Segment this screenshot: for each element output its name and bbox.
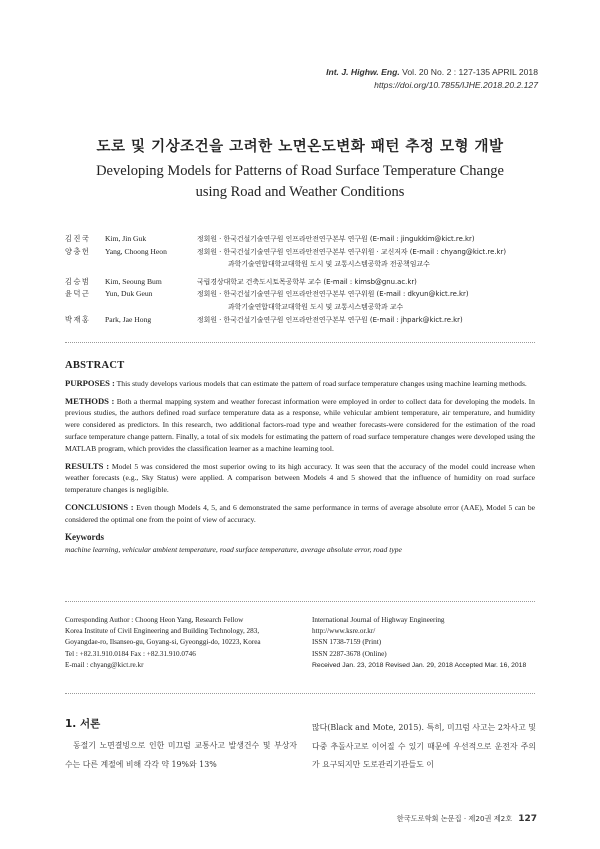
issn-print: ISSN 1738-7159 (Print): [312, 638, 382, 647]
abstract-methods: [65, 396, 535, 455]
author-row: [65, 314, 545, 327]
author-affiliation-2: 과학기술연합대학교대학원 도시 및 교통시스템공학과 전공책임교수: [228, 260, 430, 269]
author-list: [65, 233, 545, 326]
author-name-en: Park, Jae Hong: [105, 314, 152, 324]
correspondence-line: Korea Institute of Civil Engineering and Building Technology, 283,: [65, 627, 260, 636]
abstract-results: [65, 461, 535, 496]
section-heading-introduction: 1. 서론: [65, 718, 101, 730]
page-number: 127: [518, 814, 537, 824]
author-name-ko: 박재홍: [65, 314, 91, 324]
journal-url[interactable]: http://www.ksre.or.kr/: [312, 627, 376, 636]
author-affiliation: 국립경상대학교 건축도시토목공학부 교수 (E-mail : kimsb@gnu.ac.kr): [197, 277, 417, 286]
methods-label: METHODS :: [65, 395, 115, 406]
author-row: [65, 288, 545, 301]
divider: [65, 693, 535, 694]
conclusions-label: CONCLUSIONS :: [65, 501, 134, 512]
author-name-ko: 양충헌: [65, 246, 91, 256]
submission-history: Received Jan. 23, 2018 Revised Jan. 29, 2018 Accepted Mar. 16, 2018: [312, 661, 527, 669]
title-english: [0, 161, 600, 203]
author-affiliation: 정회원 · 한국건설기술연구원 인프라안전연구본부 연구원 (E-mail : jhpark@kict.re.kr): [197, 315, 463, 324]
abstract-heading: ABSTRACT: [65, 360, 125, 371]
correspondence-line: Goyangdae-ro, Ilsanseo-gu, Goyang-si, Gyeonggi-do, 10223, Korea: [65, 638, 261, 647]
keywords-heading: Keywords: [65, 531, 104, 542]
correspondence-block: [65, 615, 305, 671]
author-row: [65, 233, 545, 246]
doi-link[interactable]: https://doi.org/10.7855/IJHE.2018.20.2.127: [374, 80, 538, 90]
author-name-ko: 김승범: [65, 276, 91, 286]
title-english-line-2: using Road and Weather Conditions: [195, 184, 405, 200]
purposes-text: This study develops various models that can estimate the pattern of road surface temperature changes using machine learning methods.: [114, 378, 527, 388]
journal-abbreviation: Int. J. Highw. Eng.: [326, 67, 400, 77]
author-affiliation: 정회원 · 한국건설기술연구원 인프라안전연구본부 연구원 (E-mail : jingukkim@kict.re.kr): [197, 235, 475, 243]
author-row-continued: [65, 301, 545, 314]
author-name-en: Yang, Choong Heon: [105, 246, 167, 256]
title-korean: 도로 및 기상조건을 고려한 노면온도변화 패턴 추정 모형 개발: [96, 139, 504, 155]
keywords-text: machine learning, vehicular ambient temperature, road surface temperature, average absolute error, road type: [65, 545, 402, 555]
divider: [65, 601, 535, 602]
results-text: Model 5 was considered the most superior owing to its high accuracy. It was seen that the accuracy of the model could increase when weather forecasts (e.g., Sky Status) were applied. A comparison between Models 4 and 5 showed that the influence of humidity on road surface temperature changes is negligible.: [65, 461, 535, 495]
author-name-ko: 윤덕근: [65, 289, 91, 299]
footer-journal: 한국도로학회 논문집 · 제20권 제2호: [396, 814, 513, 823]
author-name-en: Kim, Jin Guk: [105, 234, 147, 243]
title-english-line-1: Developing Models for Patterns of Road Surface Temperature Change: [96, 163, 504, 179]
conclusions-text: Even though Models 4, 5, and 6 demonstrated the same performance in terms of average absolute error (AAE), Model 5 can be considered the optimal one from the point of view of accuracy.: [65, 502, 536, 524]
author-name-en: Yun, Duk Geun: [105, 289, 153, 299]
results-label: RESULTS :: [65, 460, 110, 471]
author-row: [65, 276, 545, 289]
author-affiliation: 정회원 · 한국건설기술연구원 인프라안전연구본부 연구위원 · 교신저자 (E-mail : chyang@kict.re.kr): [197, 247, 507, 256]
journal-header: [326, 66, 538, 92]
intro-left-column: 동절기 노면결빙으로 인한 미끄럼 교통사고 발생건수 및 부상자 수는 다른 계절에 비해 각각 약 19%와 13%: [65, 741, 297, 769]
abstract-section: [65, 360, 535, 556]
author-name-ko: 김진국: [65, 234, 91, 243]
author-affiliation-2: 과학기술연합대학교대학원 도시 및 교통시스템공학과 교수: [228, 302, 404, 311]
author-name-en: Kim, Seoung Bum: [105, 276, 162, 286]
journal-info-block: [312, 615, 537, 671]
abstract-conclusions: [65, 502, 535, 526]
intro-right-column: 많다(Black and Mote, 2015). 특히, 미끄럼 사고는 2차사고 및 다중 추돌사고로 이어질 수 있기 때문에 우선적으로 운전자 주의가 요구되지만 도로관리기관들도 이: [312, 723, 536, 769]
journal-name: International Journal of Highway Engineering: [312, 616, 445, 624]
correspondence-email: E-mail : chyang@kict.re.kr: [65, 660, 144, 669]
author-affiliation: 정회원 · 한국건설기술연구원 인프라안전연구본부 연구위원 (E-mail : dkyun@kict.re.kr): [197, 290, 469, 299]
issn-online: ISSN 2287-3678 (Online): [312, 649, 387, 658]
author-row-continued: [65, 258, 545, 271]
divider: [65, 342, 535, 343]
volume-info: Vol. 20 No. 2 : 127-135 APRIL 2018: [402, 67, 538, 77]
page-footer: [397, 814, 537, 824]
abstract-purposes: [65, 378, 535, 390]
correspondence-line: Corresponding Author : Choong Heon Yang, Research Fellow: [65, 616, 244, 624]
author-row: [65, 246, 545, 259]
purposes-label: PURPOSES :: [65, 377, 115, 388]
correspondence-line: Tel : +82.31.910.0184 Fax : +82.31.910.0746: [65, 649, 196, 658]
methods-text: Both a thermal mapping system and weather forecast information were employed in order to collect data for developing the models. In previous studies, the authors defined road surface temperature data as a response, while vehicular ambient temperature, air temperature, and humidity were considered as predictors. In this research, two additional factors-road type and weather forecasts-were considered for the estimation of the road surface temperature change pattern. Finally, a total of six models for estimating the pattern of road surface temperature changes were developed using the MATLAB program, which provides the classification learner as a machine learning tool.: [65, 396, 535, 453]
